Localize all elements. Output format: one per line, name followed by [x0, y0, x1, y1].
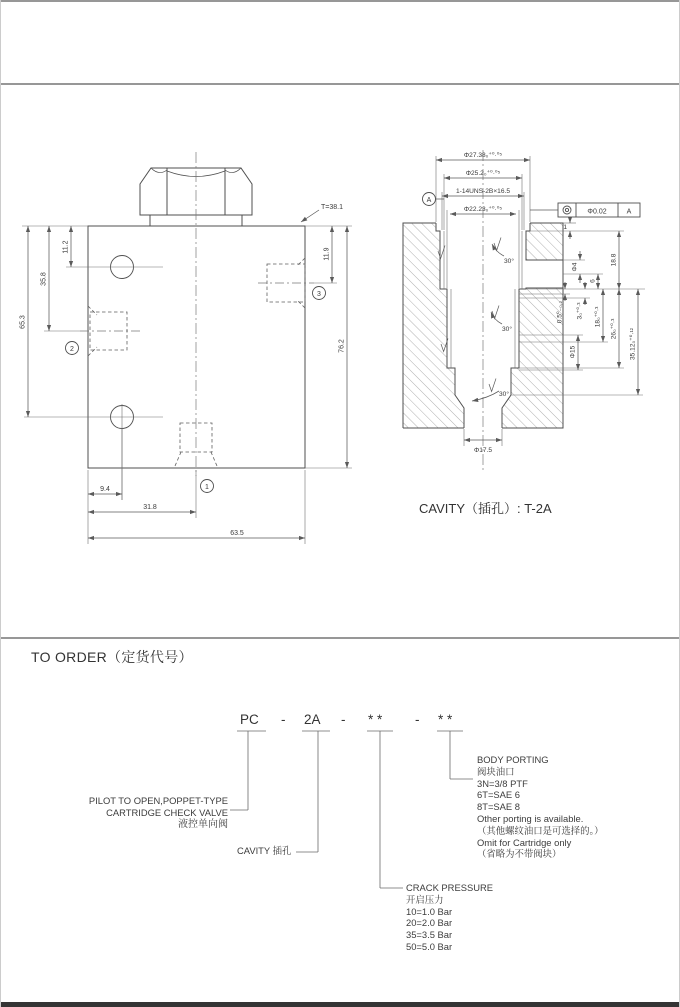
cavity-field-label: CAVITY 插孔 [237, 845, 292, 856]
crack-pressure-option-50: 50=5.0 Bar [406, 940, 453, 952]
body-porting-title: BODY PORTING [477, 754, 549, 765]
block-extension-lines [19, 226, 352, 544]
code-field-body-porting: * * [438, 712, 453, 727]
dim-26: 26₀⁺⁰·³ [610, 318, 618, 340]
order-code-connectors [230, 731, 473, 888]
code-field-crack-pressure: * * [368, 712, 383, 727]
dim-d22-23: Φ22.23₀⁺⁰·⁰⁵ [463, 206, 503, 213]
body-porting-subtitle-cn: 阀块油口 [477, 765, 515, 777]
dim-11-9: 11.9 [323, 247, 331, 261]
dim-18-8: 18.8 [610, 253, 618, 267]
body-porting-option-6t: 6T=SAE 6 [477, 789, 520, 801]
code-dash-1: - [281, 712, 286, 727]
datum-a-label: A [426, 196, 432, 204]
dim-0-5: 0.5⁰₋₀.₂ [556, 300, 564, 324]
crack-pressure-option-20: 20=2.0 Bar [406, 917, 453, 929]
dim-6: 6 [589, 279, 597, 283]
dim-d27-38: Φ27.38₀⁺⁰·⁰⁵ [463, 152, 503, 159]
cavity-section-drawing [403, 150, 645, 470]
body-porting-option-3n: 3N=3/8 PTF [477, 777, 528, 789]
dim-d4: Φ4 [571, 262, 579, 272]
body-porting-option-8t: 8T=SAE 8 [477, 801, 520, 813]
dim-18: 18₀⁺⁰·³ [594, 306, 602, 328]
dim-thread-spec: 1-14UNS-2B×16.5 [455, 188, 511, 195]
pilot-valve-label [60, 795, 228, 831]
code-field-cavity: 2A [304, 712, 321, 727]
dim-76-2: 76.2 [338, 339, 346, 353]
dim-d15: Φ15 [569, 345, 577, 359]
body-porting-note-2: Omit for Cartridge only [477, 836, 572, 848]
dim-t-38-1: T=38.1 [321, 204, 343, 211]
dim-1: 1 [563, 224, 567, 231]
body-porting-note-2-cn: （省略为不带阀块） [477, 848, 562, 860]
port2-balloon-number: 2 [70, 345, 74, 353]
port1-balloon-number: 1 [205, 483, 209, 491]
dim-3: 3₀⁺⁰·³ [576, 302, 584, 320]
angle-30-mid: 30° [502, 326, 512, 333]
dim-31-8: 31.8 [143, 504, 157, 511]
angle-30-bottom: 30° [499, 391, 509, 398]
dim-65-3: 65.3 [19, 315, 27, 329]
crack-pressure-subtitle-cn: 开启压力 [406, 893, 444, 905]
code-dash-3: - [415, 712, 420, 727]
crack-pressure-block [406, 882, 493, 953]
port-balloons [66, 287, 326, 493]
dim-d17-5: Φ17.5 [473, 447, 493, 454]
crack-pressure-option-10: 10=1.0 Bar [406, 905, 453, 917]
angle-30-top: 30° [504, 258, 514, 265]
dim-d25-2: Φ25.2₀⁺⁰·⁰⁵ [465, 170, 501, 177]
port3-balloon-number: 3 [317, 290, 321, 298]
dim-11-2: 11.2 [62, 240, 70, 254]
pilot-valve-label-cn: 液控单向阀 [178, 819, 228, 830]
body-porting-note-1-cn: （其他螺纹油口是可选择的。） [477, 824, 604, 836]
crack-pressure-title: CRACK PRESSURE [406, 882, 493, 893]
dim-35-12: 35.12₀⁺⁰·¹² [629, 328, 637, 360]
feature-control-frame [558, 203, 640, 217]
block-dimension-lines [28, 210, 347, 538]
block-outline [88, 226, 305, 468]
valve-block-drawing [20, 152, 353, 544]
fcf-datum-ref: A [626, 208, 632, 216]
dim-63-5: 63.5 [230, 530, 244, 537]
mounting-holes [111, 256, 134, 429]
pilot-valve-label-line1: PILOT TO OPEN,POPPET-TYPE [88, 795, 228, 806]
fcf-tolerance: Φ0.02 [587, 208, 607, 216]
code-dash-2: - [341, 712, 346, 727]
cavity-caption: CAVITY（插孔）: T-2A [419, 501, 552, 516]
code-field-series: PC [240, 712, 259, 727]
pilot-valve-label-line2: CARTRIDGE CHECK VALVE [106, 807, 228, 818]
to-order-title: TO ORDER（定货代号） [31, 649, 193, 665]
crack-pressure-option-35: 35=3.5 Bar [406, 929, 453, 941]
dim-9-4: 9.4 [100, 486, 110, 493]
body-porting-note-1: Other porting is available. [477, 812, 584, 824]
dim-35-8: 35.8 [40, 272, 48, 286]
body-porting-block [477, 754, 604, 860]
